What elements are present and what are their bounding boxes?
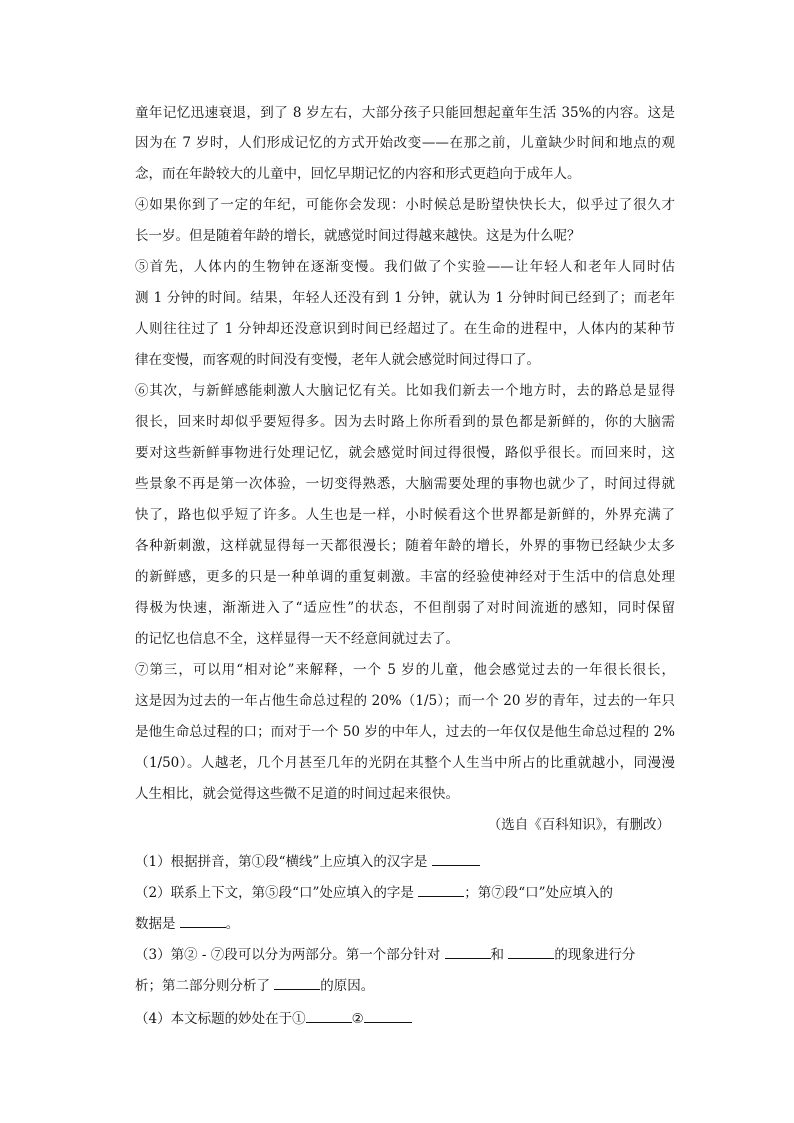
question-2-text: （2）联系上下文，第⑤段“口”处应填入的字是 bbox=[135, 885, 414, 901]
passage-line: 长一岁。但是随着年龄的增长，就感觉时间过得越来越快。这是为什么呢？ bbox=[135, 228, 581, 244]
question-4 bbox=[135, 1008, 695, 1029]
passage-line: 这是因为过去的一年占他生命总过程的 20%（1/5）；而一个 20 岁的青年，过去的一年只 bbox=[135, 693, 675, 709]
question-3-text: 的现象进行分 bbox=[554, 947, 636, 963]
passage-line: 是他生命总过程的口；而对于一个 50 岁的中年人，过去的一年仅仅是他生命总过程的 2% bbox=[135, 724, 675, 740]
question-4-text: ② bbox=[351, 1011, 364, 1027]
passage-line: 律在变慢，而客观的时间没有变慢，老年人就会感觉时间过得口了。 bbox=[135, 352, 540, 368]
passage-line: ⑤首先，人体内的生物钟在逐渐变慢。我们做了个实验——让年轻人和老年人同时估 bbox=[135, 259, 675, 275]
passage-line: 得极为快速，渐渐进入了“适应性”的状态，不但削弱了对时间流逝的感知，同时保留 bbox=[135, 600, 675, 616]
question-2 bbox=[135, 882, 695, 903]
passage-line: 人则往往过了 1 分钟却还没意识到时间已经超过了。在生命的进程中，人体内的某种节 bbox=[135, 321, 675, 337]
question-2-cont bbox=[135, 913, 695, 934]
question-4-text: （4）本文标题的妙处在于① bbox=[135, 1011, 306, 1027]
answer-blank[interactable] bbox=[306, 1008, 352, 1023]
answer-blank[interactable] bbox=[445, 944, 491, 959]
question-3-text: （3）第② - ⑦段可以分为两部分。第一个部分针对 bbox=[135, 947, 441, 963]
passage-line: 各种新刺激，这样就显得每一天都很漫长；随着年龄的增长，外界的事物已经缺少太多 bbox=[135, 538, 675, 554]
question-3-text: 的原因。 bbox=[320, 978, 375, 994]
passage-line: ④如果你到了一定的年纪，可能你会发现：小时候总是盼望快快长大，似乎过了很久才 bbox=[135, 197, 675, 213]
answer-blank[interactable] bbox=[364, 1008, 412, 1023]
passage-line: ⑦第三，可以用“相对论”来解释，一个 5 岁的儿童，他会感觉过去的一年很长很长， bbox=[135, 662, 675, 678]
answer-blank[interactable] bbox=[508, 944, 554, 959]
answer-blank[interactable] bbox=[180, 913, 226, 928]
passage-line: 的新鲜感，更多的只是一种单调的重复刺激。丰富的经验使神经对于生活中的信息处理 bbox=[135, 569, 675, 585]
question-2-text: 数据是 bbox=[135, 916, 176, 932]
question-3-cont bbox=[135, 975, 695, 996]
answer-blank[interactable] bbox=[432, 851, 480, 866]
question-3 bbox=[135, 944, 695, 965]
question-2-text: 。 bbox=[225, 916, 240, 932]
passage-line: 些景象不再是第一次体验，一切变得熟悉，大脑需要处理的事物也就少了，时间过得就 bbox=[135, 476, 675, 492]
source-citation: （选自《百科知识》，有删改） bbox=[487, 817, 670, 833]
passage-line: 快了，路也似乎短了许多。人生也是一样，小时候看这个世界都是新鲜的，外界充满了 bbox=[135, 507, 675, 523]
question-2-text: ；第⑦段“口”处应填入的 bbox=[464, 885, 614, 901]
question-3-text: 析；第二部分则分析了 bbox=[135, 978, 270, 994]
passage-line: 要对这些新鲜事物进行处理记忆，就会感觉时间过得很慢，路似乎很长。而回来时，这 bbox=[135, 445, 675, 461]
question-3-text: 和 bbox=[490, 947, 505, 963]
passage-line: 很长，回来时却似乎要短得多。因为去时路上你所看到的景色都是新鲜的，你的大脑需 bbox=[135, 414, 675, 430]
passage-line: （1/50）。人越老，几个月甚至几年的光阴在其整个人生当中所占的比重就越小，同漫漫 bbox=[135, 755, 675, 771]
passage-line: 念，而在年龄较大的儿童中，回忆早期记忆的内容和形式更趋向于成年人。 bbox=[135, 166, 581, 182]
question-1-text: （1）根据拼音，第①段“横线”上应填入的汉字是 bbox=[135, 854, 428, 870]
passage-line: ⑥其次，与新鲜感能刺激人大脑记忆有关。比如我们新去一个地方时，去的路总是显得 bbox=[135, 383, 675, 399]
passage-line: 因为在 7 岁时，人们形成记忆的方式开始改变——在那之前，儿童缺少时间和地点的观 bbox=[135, 135, 675, 151]
question-1 bbox=[135, 851, 695, 872]
passage-line: 童年记忆迅速衰退，到了 8 岁左右，大部分孩子只能回想起童年生活 35%的内容。这是 bbox=[135, 105, 675, 121]
passage-line: 测 1 分钟的时间。结果，年轻人还没有到 1 分钟，就认为 1 分钟时间已经到了；而老年 bbox=[135, 290, 675, 306]
passage-line: 的记忆也信息不全，这样显得一天不经意间就过去了。 bbox=[135, 631, 459, 647]
answer-blank[interactable] bbox=[418, 882, 464, 897]
answer-blank[interactable] bbox=[274, 975, 320, 990]
passage-line: 人生相比，就会觉得这些微不足道的时间过起来很快。 bbox=[135, 786, 459, 802]
